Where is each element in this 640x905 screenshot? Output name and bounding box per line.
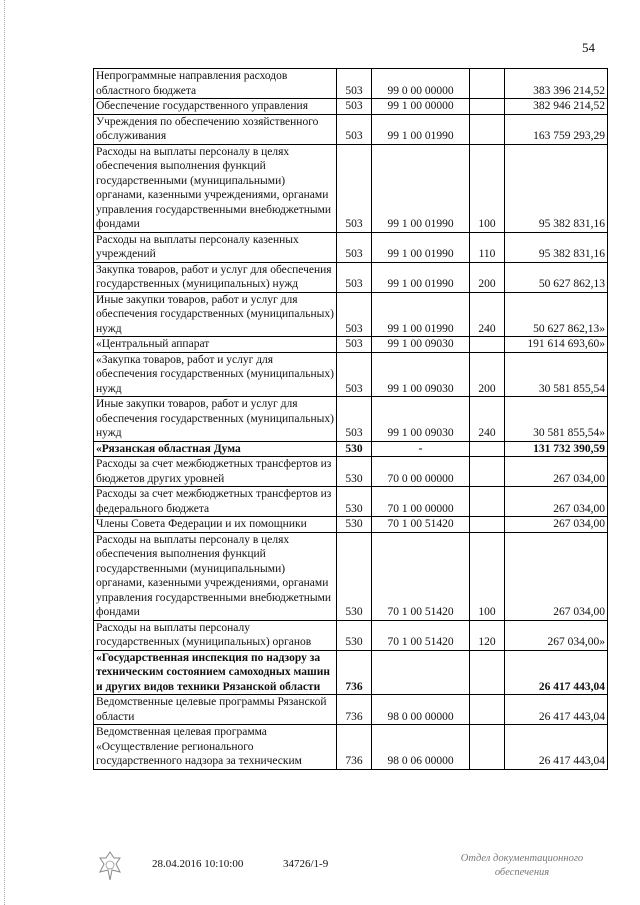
amount-cell: 191 614 693,60» — [505, 337, 608, 353]
expense-type-cell — [470, 487, 505, 517]
footer-datetime: 28.04.2016 10:10:00 — [152, 858, 244, 870]
expense-name-cell: Иные закупки товаров, работ и услуг для обеспечения государственных (муниципальных) нужд — [94, 397, 337, 442]
department-code-cell: 736 — [337, 695, 372, 725]
table-row — [94, 650, 608, 695]
amount-cell: 267 034,00» — [505, 620, 608, 650]
table-row — [94, 695, 608, 725]
department-stamp — [452, 852, 592, 880]
table-row — [94, 532, 608, 620]
expense-type-cell: 240 — [470, 292, 505, 337]
department-code-cell: 530 — [337, 441, 372, 457]
expense-name-cell: Расходы за счет межбюджетных трансфертов из бюджетов других уровней — [94, 457, 337, 487]
table-row — [94, 69, 608, 99]
department-code-cell: 736 — [337, 725, 372, 770]
target-article-cell: 99 0 00 00000 — [372, 69, 470, 99]
amount-cell: 267 034,00 — [505, 517, 608, 533]
table-row — [94, 517, 608, 533]
expense-type-cell — [470, 99, 505, 115]
table-row — [94, 620, 608, 650]
department-code-cell: 503 — [337, 337, 372, 353]
budget-table — [93, 68, 608, 770]
expense-type-cell: 200 — [470, 352, 505, 397]
department-code-cell: 530 — [337, 487, 372, 517]
target-article-cell: 70 1 00 51420 — [372, 620, 470, 650]
expense-name-cell: «Рязанская областная Дума — [94, 441, 337, 457]
target-article-cell: 99 1 00 09030 — [372, 337, 470, 353]
amount-cell: 267 034,00 — [505, 532, 608, 620]
footer-doc-number: 34726/1-9 — [283, 858, 329, 870]
amount-cell: 30 581 855,54» — [505, 397, 608, 442]
expense-type-cell: 100 — [470, 532, 505, 620]
amount-cell: 382 946 214,52 — [505, 99, 608, 115]
amount-cell: 26 417 443,04 — [505, 695, 608, 725]
department-code-cell: 530 — [337, 457, 372, 487]
target-article-cell: 70 1 00 00000 — [372, 487, 470, 517]
expense-type-cell — [470, 457, 505, 487]
table-row — [94, 487, 608, 517]
department-code-cell: 503 — [337, 397, 372, 442]
expense-name-cell: «Центральный аппарат — [94, 337, 337, 353]
target-article-cell: 99 1 00 01990 — [372, 144, 470, 232]
department-code-cell: 503 — [337, 99, 372, 115]
target-article-cell: 99 1 00 01990 — [372, 114, 470, 144]
target-article-cell: 99 1 00 09030 — [372, 397, 470, 442]
amount-cell: 163 759 293,29 — [505, 114, 608, 144]
target-article-cell: 98 0 00 00000 — [372, 695, 470, 725]
target-article-cell: 70 1 00 51420 — [372, 532, 470, 620]
table-row — [94, 457, 608, 487]
scan-margin-line — [4, 0, 7, 905]
emblem-stamp-icon — [96, 850, 124, 882]
expense-name-cell: Иные закупки товаров, работ и услуг для обеспечения государственных (муниципальных) нужд — [94, 292, 337, 337]
amount-cell: 50 627 862,13» — [505, 292, 608, 337]
expense-type-cell — [470, 650, 505, 695]
table-row — [94, 397, 608, 442]
expense-name-cell: Непрограммные направления расходов областного бюджета — [94, 69, 337, 99]
target-article-cell: 99 1 00 09030 — [372, 352, 470, 397]
target-article-cell — [372, 650, 470, 695]
target-article-cell: 98 0 06 00000 — [372, 725, 470, 770]
amount-cell: 267 034,00 — [505, 487, 608, 517]
target-article-cell: 99 1 00 01990 — [372, 292, 470, 337]
stamp-line-2: обеспечения — [494, 867, 550, 878]
target-article-cell: 70 0 00 00000 — [372, 457, 470, 487]
table-row — [94, 337, 608, 353]
expense-name-cell: Учреждения по обеспечению хозяйственного обслуживания — [94, 114, 337, 144]
department-code-cell: 503 — [337, 114, 372, 144]
budget-table-body — [94, 69, 608, 770]
department-code-cell: 530 — [337, 532, 372, 620]
department-code-cell: 503 — [337, 69, 372, 99]
department-code-cell: 503 — [337, 292, 372, 337]
expense-type-cell — [470, 441, 505, 457]
department-code-cell: 736 — [337, 650, 372, 695]
department-code-cell: 503 — [337, 144, 372, 232]
amount-cell: 26 417 443,04 — [505, 725, 608, 770]
department-code-cell: 530 — [337, 517, 372, 533]
expense-name-cell: Расходы за счет межбюджетных трансфертов из федерального бюджета — [94, 487, 337, 517]
department-code-cell: 503 — [337, 232, 372, 262]
table-row — [94, 725, 608, 770]
target-article-cell: 70 1 00 51420 — [372, 517, 470, 533]
department-code-cell: 503 — [337, 262, 372, 292]
expense-name-cell: Ведомственные целевые программы Рязанской области — [94, 695, 337, 725]
target-article-cell: - — [372, 441, 470, 457]
expense-type-cell — [470, 695, 505, 725]
table-row — [94, 114, 608, 144]
expense-type-cell — [470, 114, 505, 144]
expense-type-cell: 100 — [470, 144, 505, 232]
expense-name-cell: Закупка товаров, работ и услуг для обеспечения государственных (муниципальных) нужд — [94, 262, 337, 292]
expense-type-cell — [470, 69, 505, 99]
page-number: 54 — [582, 40, 595, 55]
expense-name-cell: Члены Совета Федерации и их помощники — [94, 517, 337, 533]
amount-cell: 30 581 855,54 — [505, 352, 608, 397]
stamp-line-1: Отдел документационного — [460, 853, 584, 864]
expense-type-cell: 200 — [470, 262, 505, 292]
expense-name-cell: Расходы на выплаты персоналу государственных (муниципальных) органов — [94, 620, 337, 650]
expense-name-cell: Ведомственная целевая программа «Осуществление регионального государственного надзора за техническим — [94, 725, 337, 770]
amount-cell: 131 732 390,59 — [505, 441, 608, 457]
expense-name-cell: Расходы на выплаты персоналу казенных учреждений — [94, 232, 337, 262]
amount-cell: 95 382 831,16 — [505, 144, 608, 232]
target-article-cell: 99 1 00 00000 — [372, 99, 470, 115]
table-row — [94, 144, 608, 232]
amount-cell: 383 396 214,52 — [505, 69, 608, 99]
expense-name-cell: «Государственная инспекция по надзору за техническим состоянием самоходных машин и других видов техники Рязанской области — [94, 650, 337, 695]
expense-type-cell: 240 — [470, 397, 505, 442]
table-row — [94, 262, 608, 292]
expense-type-cell — [470, 725, 505, 770]
department-code-cell: 503 — [337, 352, 372, 397]
target-article-cell: 99 1 00 01990 — [372, 262, 470, 292]
expense-name-cell: Обеспечение государственного управления — [94, 99, 337, 115]
department-code-cell: 530 — [337, 620, 372, 650]
expense-type-cell: 110 — [470, 232, 505, 262]
amount-cell: 95 382 831,16 — [505, 232, 608, 262]
expense-name-cell: «Закупка товаров, работ и услуг для обеспечения государственных (муниципальных) нужд — [94, 352, 337, 397]
table-row — [94, 441, 608, 457]
table-row — [94, 232, 608, 262]
amount-cell: 50 627 862,13 — [505, 262, 608, 292]
table-row — [94, 352, 608, 397]
expense-name-cell: Расходы на выплаты персоналу в целях обеспечения выполнения функций государственными (муниципальными) органами, казенными учреждениями, органами управления государственными внебюджетными фондами — [94, 144, 337, 232]
table-row — [94, 99, 608, 115]
expense-name-cell: Расходы на выплаты персоналу в целях обеспечения выполнения функций государственными (муниципальными) органами, казенными учреждениями, органами управления государственными внебюджетными фондами — [94, 532, 337, 620]
table-row — [94, 292, 608, 337]
expense-type-cell — [470, 337, 505, 353]
target-article-cell: 99 1 00 01990 — [372, 232, 470, 262]
expense-type-cell: 120 — [470, 620, 505, 650]
amount-cell: 267 034,00 — [505, 457, 608, 487]
amount-cell: 26 417 443,04 — [505, 650, 608, 695]
expense-type-cell — [470, 517, 505, 533]
